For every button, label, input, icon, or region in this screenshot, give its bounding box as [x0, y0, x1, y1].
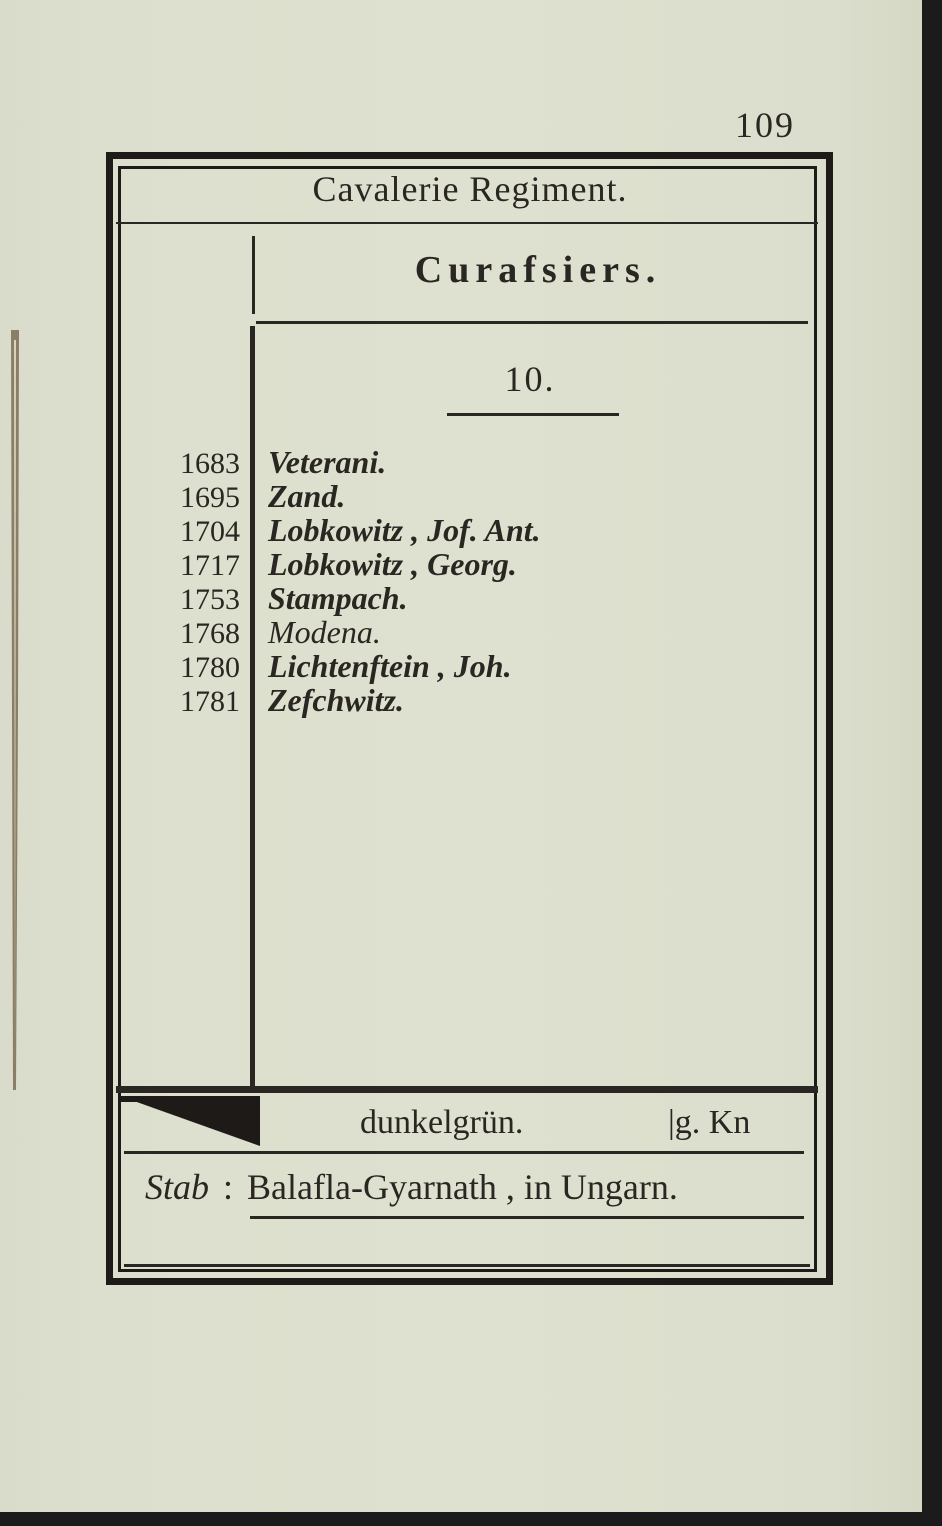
uniform-bottom-rule — [124, 1151, 804, 1154]
year-column — [140, 447, 240, 719]
owner-column — [268, 445, 788, 717]
year-cell: 1753 — [180, 583, 240, 616]
uniform-color: dunkelgrün. — [360, 1104, 524, 1141]
column-divider — [250, 326, 255, 1086]
year-cell: 1780 — [180, 651, 240, 684]
owner-name: Zefchwitz. — [268, 682, 404, 718]
header-rule — [116, 222, 818, 224]
year-cell: 1717 — [180, 549, 240, 582]
stab-line — [145, 1166, 678, 1208]
owner-name: Lobkowitz , Jof. Ant. — [268, 512, 541, 548]
owner-name: Modena. — [268, 614, 381, 650]
owner-name: Veterani. — [268, 444, 387, 480]
subtitle-divider-vertical — [252, 236, 255, 314]
page-number: 109 — [735, 105, 795, 145]
year-cell: 1704 — [180, 515, 240, 548]
year-cell: 1695 — [180, 481, 240, 514]
owner-name: Zand. — [268, 478, 346, 514]
stab-location: Balafla-Gyarnath , in Ungarn. — [247, 1167, 678, 1207]
header-title: Cavalerie Regiment. — [312, 169, 628, 209]
subtitle: Curafsiers. — [414, 249, 662, 291]
regiment-number: 10. — [504, 359, 556, 399]
year-cell: 1683 — [180, 447, 240, 480]
year-cell: 1781 — [180, 685, 240, 718]
year-cell: 1768 — [180, 617, 240, 650]
binding-edge-mark — [8, 330, 22, 1090]
number-underline — [447, 413, 619, 416]
subtitle-rule — [256, 321, 808, 324]
frame-bottom-inner-rule — [124, 1264, 810, 1267]
stab-rule — [250, 1216, 804, 1219]
stab-label: Stab — [145, 1167, 210, 1207]
owner-name: Lichtenftein , Joh. — [268, 648, 512, 684]
owner-name: Stampach. — [268, 580, 408, 616]
facing-color-swatch — [120, 1092, 260, 1146]
owner-name: Lobkowitz , Georg. — [268, 546, 517, 582]
stab-separator: : — [223, 1167, 234, 1207]
button-color: |g. Kn — [668, 1104, 751, 1141]
